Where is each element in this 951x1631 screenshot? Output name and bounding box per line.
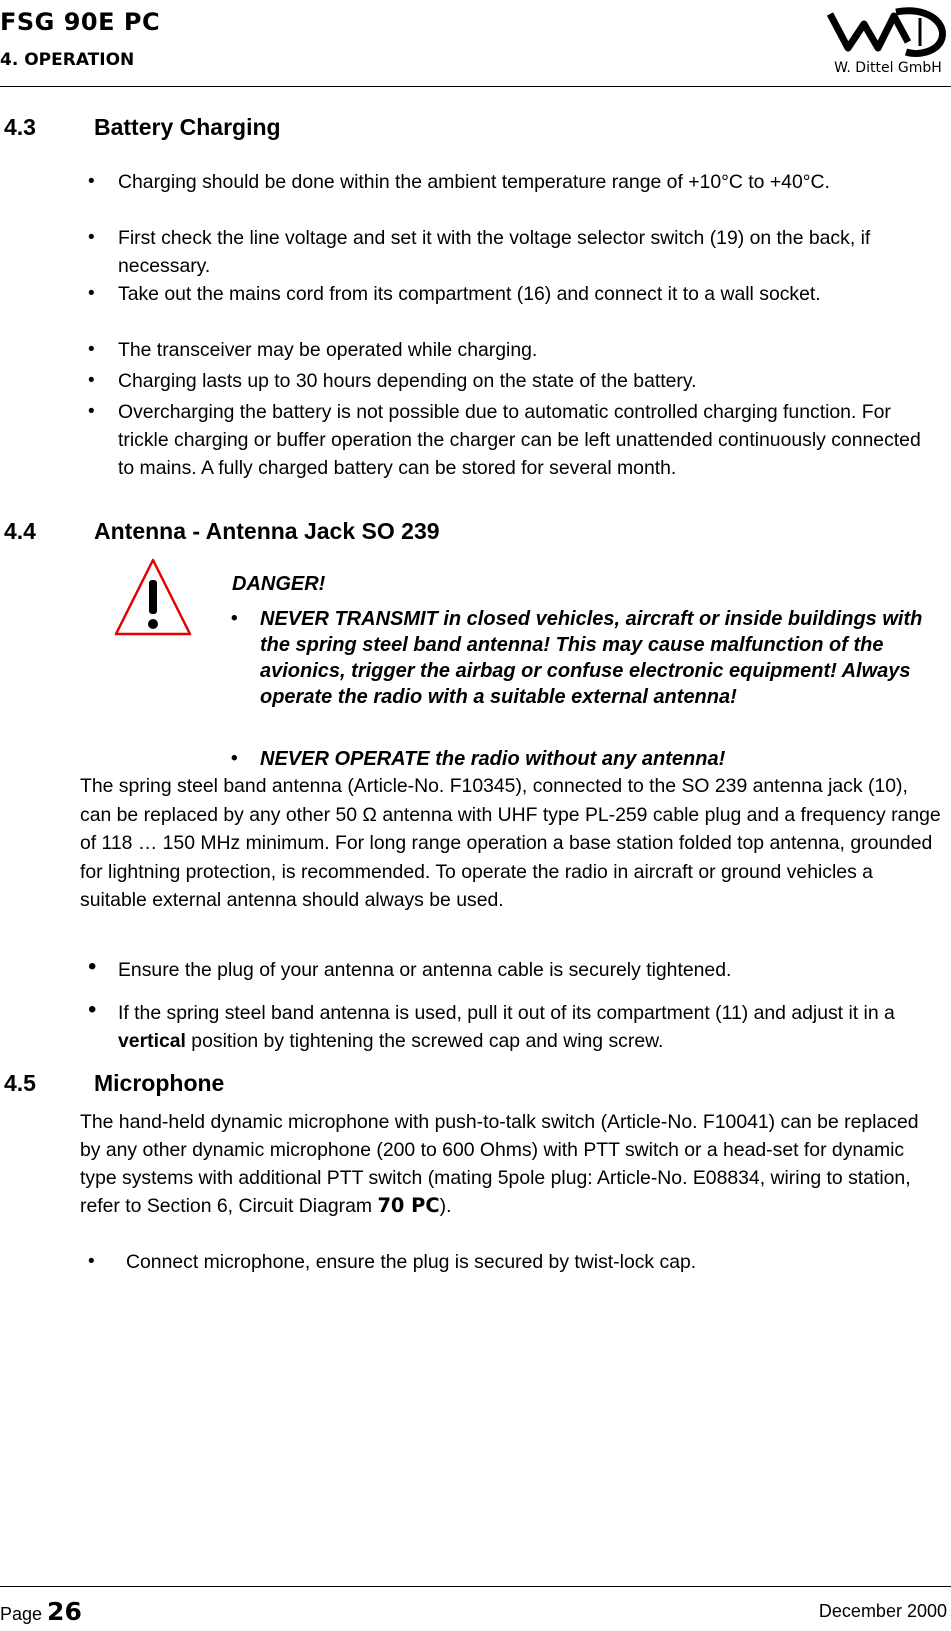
bullet-dot: • [231,608,238,629]
list-item: Connect microphone, ensure the plug is secured by twist-lock cap. [126,1251,697,1273]
bullet-dot: • [88,227,95,248]
page-number [0,1597,82,1626]
section-number: 4.4 [4,518,36,544]
document-date: December 2000 [818,1601,947,1621]
bullet-dot: • [88,283,95,304]
section-number: 4.5 [4,1070,36,1096]
list-item: Charging lasts up to 30 hours depending on the state of the battery. [118,370,697,392]
bullet-dot: • [88,953,97,980]
list-item-text: If the spring steel band antenna is used, pull it out of its compartment (11) and adjust it in a [118,1002,895,1024]
list-item [118,999,933,1055]
company-name: W. Dittel GmbH [834,60,942,76]
bullet-dot: • [231,748,238,769]
list-item: Overcharging the battery is not possible due to automatic controlled charging function. For trickle charging or buffer operation the charger can be left unattended continuously connected to mains. A fully charged battery can be stored for several month. [118,401,921,479]
list-item: Take out the mains cord from its compartment (16) and connect it to a wall socket. [118,283,821,305]
page-label: Page [0,1604,48,1624]
bullet-dot: • [88,171,95,192]
list-item: The transceiver may be operated while charging. [118,339,538,361]
section-number: 4.3 [4,114,36,140]
bullet-dot: • [88,339,95,360]
circuit-diagram-ref: 70 PC [377,1194,440,1217]
bullet-dot: • [88,996,97,1023]
bullet-dot: • [88,401,95,422]
emphasis-vertical: vertical [118,1030,186,1052]
antenna-paragraph: The spring steel band antenna (Article-No. F10345), connected to the SO 239 antenna jack (10), can be replaced by any other 50 Ω antenna with UHF type PL-259 cable plug and a frequency range of 118 … 150 MHz minimum. For long range operation a base station folded top antenna, grounded for lightning protection, is recommended. To operate the radio in aircraft or ground vehicles a suitable external antenna should always be used. [80,775,941,912]
danger-label: DANGER! [232,573,326,595]
bullet-dot: • [88,370,95,391]
header-divider [0,86,951,87]
section-title-microphone: Microphone [94,1070,225,1096]
list-item: First check the line voltage and set it with the voltage selector switch (19) on the back, if necessary. [118,227,871,277]
section-title-antenna: Antenna - Antenna Jack SO 239 [94,518,440,544]
paragraph-text: ). [439,1195,452,1217]
list-item: Ensure the plug of your antenna or antenna cable is securely tightened. [118,959,732,981]
warning-item: NEVER TRANSMIT in closed vehicles, aircraft or inside buildings with the spring steel band antenna! This may cause malfunction of the avionics, trigger the airbag or confuse electronic equipment! Always operate the radio with a suitable external antenna! [260,608,923,708]
page-number-value: 26 [47,1597,82,1626]
bullet-dot: • [88,1251,95,1272]
section-title-battery-charging: Battery Charging [94,114,281,140]
document-title: FSG 90E PC [0,8,161,36]
warning-item: NEVER OPERATE the radio without any antenna! [260,748,726,770]
footer-divider [0,1586,951,1587]
list-item: Charging should be done within the ambient temperature range of +10°C to +40°C. [118,171,830,193]
microphone-paragraph [80,1108,942,1220]
warning-icon [112,556,194,640]
list-item-text: position by tightening the screwed cap and wing screw. [185,1030,664,1052]
chapter-title: 4. OPERATION [0,50,135,70]
paragraph-text: The hand-held dynamic microphone with push-to-talk switch (Article-No. F10041) can be replaced by any other dynamic microphone (200 to 600 Ohms) with PTT switch or a head-set for dynamic type systems with additional PTT switch (mating 5pole plug: Article-No. E08834, wiring to station, refer to Section 6, Circuit Diagram [80,1111,919,1217]
